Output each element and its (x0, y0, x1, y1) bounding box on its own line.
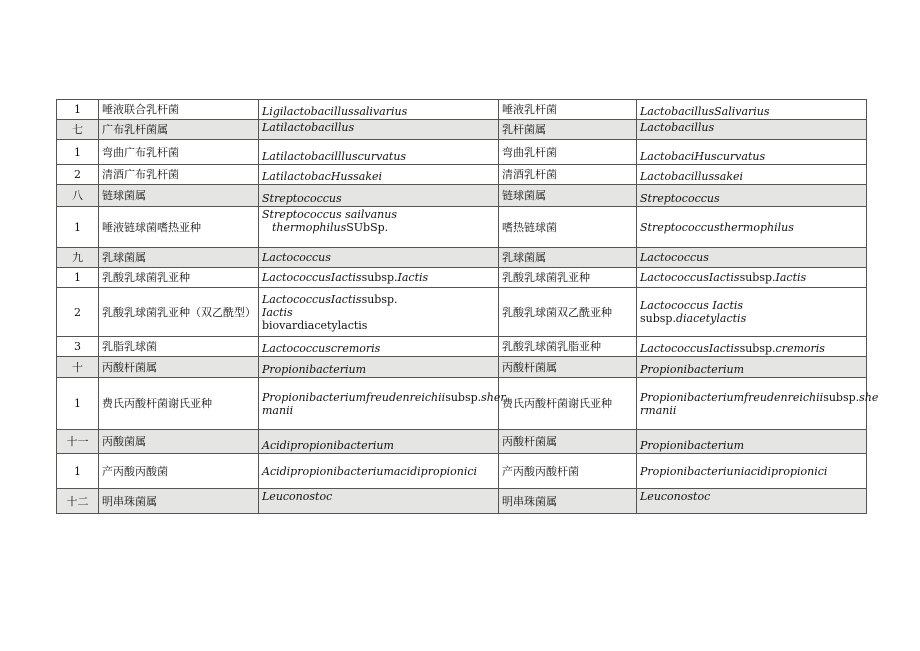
old-latin-name (637, 337, 867, 357)
latin-name: Acidipropionibacteriumacidipropionici (259, 454, 499, 489)
row-number: 1 (57, 207, 99, 248)
genus-row (57, 489, 867, 514)
old-chinese-name: 乳球菌属 (499, 248, 637, 268)
table-row (57, 454, 867, 489)
latin-part: cremoris (775, 342, 825, 355)
latin-name: Lactococcuscremoris (259, 337, 499, 357)
latin-name: Acidipropionibacterium (259, 430, 499, 454)
latin-name (259, 288, 499, 337)
old-chinese-name: 清酒乳杆菌 (499, 165, 637, 185)
latin-name: Leuconostoc (259, 489, 499, 514)
old-chinese-name: 费氏丙酸杆菌谢氏亚种 (499, 378, 637, 430)
old-latin-name: Lactobacillus (637, 120, 867, 140)
latin-name: Ligilactobacillussalivarius (259, 100, 499, 120)
old-chinese-name: 乳酸乳球菌乳脂亚种 (499, 337, 637, 357)
old-chinese-name: 弯曲乳杆菌 (499, 140, 637, 165)
genus-row (57, 120, 867, 140)
chinese-name: 丙酸菌属 (99, 430, 259, 454)
latin-part: LactococcusIactis (262, 292, 362, 306)
table-row (57, 288, 867, 337)
strain-table (56, 99, 879, 514)
table-row (57, 165, 867, 185)
row-number: 七 (57, 120, 99, 140)
old-latin-name: LactobacillusSalivarius (637, 100, 867, 120)
genus-row (57, 430, 867, 454)
chinese-name: 唾液链球菌嗜热亚种 (99, 207, 259, 248)
latin-part: subsp. (823, 390, 860, 404)
chinese-name: 链球菌属 (99, 185, 259, 207)
row-number: 1 (57, 268, 99, 288)
latin-part: diacetylactis (675, 312, 747, 325)
old-chinese-name: 乳酸乳球菌乳亚种 (499, 268, 637, 288)
old-latin-name: Propionibacteriuniacidipropionici (637, 454, 867, 489)
latin-name: Propionibacterium (259, 357, 499, 378)
row-number: 1 (57, 454, 99, 489)
latin-name (259, 378, 506, 430)
latin-part: Iactis (262, 305, 293, 319)
old-chinese-name: 产丙酸丙酸杆菌 (499, 454, 637, 489)
table-row (57, 207, 867, 248)
chinese-name: 费氏丙酸杆菌谢氏亚种 (99, 378, 259, 430)
latin-name: Latilactobacillus (259, 120, 499, 140)
latin-part: Iactis (775, 271, 807, 284)
old-latin-name (637, 268, 867, 288)
latin-part: sailvanus (345, 208, 397, 221)
table-row (57, 100, 867, 120)
latin-part: subsp. (739, 342, 776, 355)
table-row (57, 337, 867, 357)
latin-part: Iactis (712, 299, 744, 312)
old-chinese-name: 丙酸杆菌属 (499, 430, 637, 454)
latin-part: Streptococcus (262, 208, 342, 221)
row-number: 1 (57, 140, 99, 165)
chinese-name: 广布乳杆菌属 (99, 120, 259, 140)
old-latin-name: Lactobacillussakei (637, 165, 867, 185)
latin-part: thermophilus (272, 221, 347, 234)
row-number: 十 (57, 357, 99, 378)
latin-name (259, 207, 499, 248)
chinese-name: 乳酸乳球菌乳亚种 (99, 268, 259, 288)
latin-part: Iactis (397, 271, 429, 284)
chinese-name: 乳脂乳球菌 (99, 337, 259, 357)
latin-part: subsp. (445, 390, 482, 404)
chinese-name: 产丙酸丙酸菌 (99, 454, 259, 489)
chinese-name: 清酒广布乳杆菌 (99, 165, 259, 185)
latin-name: Lactococcus (259, 248, 499, 268)
old-chinese-name: 链球菌属 (499, 185, 637, 207)
old-latin-name: Propionibacterium (637, 357, 867, 378)
latin-part: subsp. (739, 271, 776, 284)
genus-row (57, 185, 867, 207)
old-latin-name: Leuconostoc (637, 489, 867, 514)
old-chinese-name: 乳酸乳球菌双乙酰亚种 (499, 288, 637, 337)
table-row (57, 268, 867, 288)
latin-part: Propionibacteriumfreudenreichii (262, 390, 446, 404)
latin-part: biovardiacetylactis (262, 318, 368, 332)
latin-part: manii (262, 403, 294, 417)
latin-name: Streptococcus (259, 185, 499, 207)
latin-part: LactococcusIactis (640, 342, 740, 355)
latin-part: Lactococcus (640, 299, 709, 312)
row-number: 2 (57, 288, 99, 337)
old-chinese-name: 嗜热链球菌 (499, 207, 637, 248)
latin-part: rmanii (640, 403, 677, 417)
chinese-name: 乳球菌属 (99, 248, 259, 268)
row-number: 八 (57, 185, 99, 207)
latin-part: Propionibacteriumfreudenreichii (640, 390, 824, 404)
row-number: 1 (57, 100, 99, 120)
latin-part: SUbSp. (346, 221, 389, 234)
chinese-name: 弯曲广布乳杆菌 (99, 140, 259, 165)
chinese-name: 丙酸杆菌属 (99, 357, 259, 378)
old-latin-name: Lactococcus (637, 248, 867, 268)
latin-part: she (859, 390, 879, 404)
old-latin-name: Streptococcus (637, 185, 867, 207)
latin-name (259, 268, 499, 288)
row-number: 十二 (57, 489, 99, 514)
table-row (57, 378, 867, 430)
old-chinese-name: 乳杆菌属 (499, 120, 637, 140)
old-latin-name: Propionibacterium (637, 430, 867, 454)
latin-name: Latilactobacillluscurvatus (259, 140, 499, 165)
row-number: 3 (57, 337, 99, 357)
old-latin-name (637, 378, 879, 430)
latin-part: subsp. (361, 271, 398, 284)
row-number: 2 (57, 165, 99, 185)
chinese-name: 唾液联合乳杆菌 (99, 100, 259, 120)
row-number: 1 (57, 378, 99, 430)
old-latin-name (637, 288, 867, 337)
latin-part: subsp. (361, 292, 398, 306)
old-chinese-name: 唾液乳杆菌 (499, 100, 637, 120)
genus-row (57, 248, 867, 268)
table-row (57, 140, 867, 165)
latin-part: LactococcusIactis (262, 271, 362, 284)
chinese-name: 明串珠菌属 (99, 489, 259, 514)
old-latin-name: Streptococcusthermophilus (637, 207, 867, 248)
chinese-name: 乳酸乳球菌乳亚种（双乙酰型） (99, 288, 259, 337)
latin-part: sher (481, 390, 506, 404)
row-number: 九 (57, 248, 99, 268)
old-chinese-name: 丙酸杆菌属 (499, 357, 637, 378)
genus-row (57, 357, 867, 378)
latin-part: subsp. (640, 312, 676, 325)
latin-name: LatilactobacHussakei (259, 165, 499, 185)
old-chinese-name: 明串珠菌属 (499, 489, 637, 514)
old-latin-name: LactobaciHuscurvatus (637, 140, 867, 165)
row-number: 十一 (57, 430, 99, 454)
latin-part: LactococcusIactis (640, 271, 740, 284)
